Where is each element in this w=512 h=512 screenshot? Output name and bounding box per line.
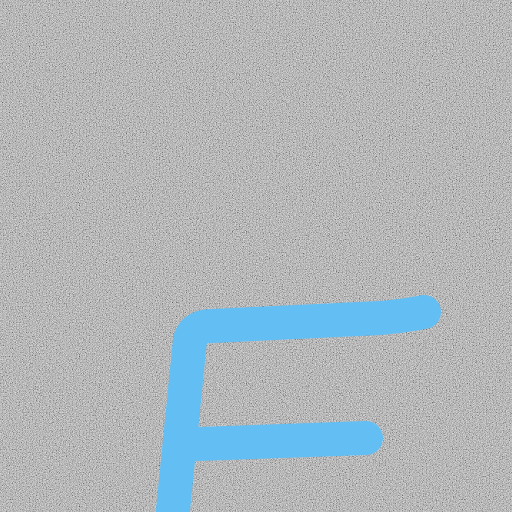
stroke-main [172, 312, 424, 512]
stroke-crossbar [198, 438, 366, 444]
